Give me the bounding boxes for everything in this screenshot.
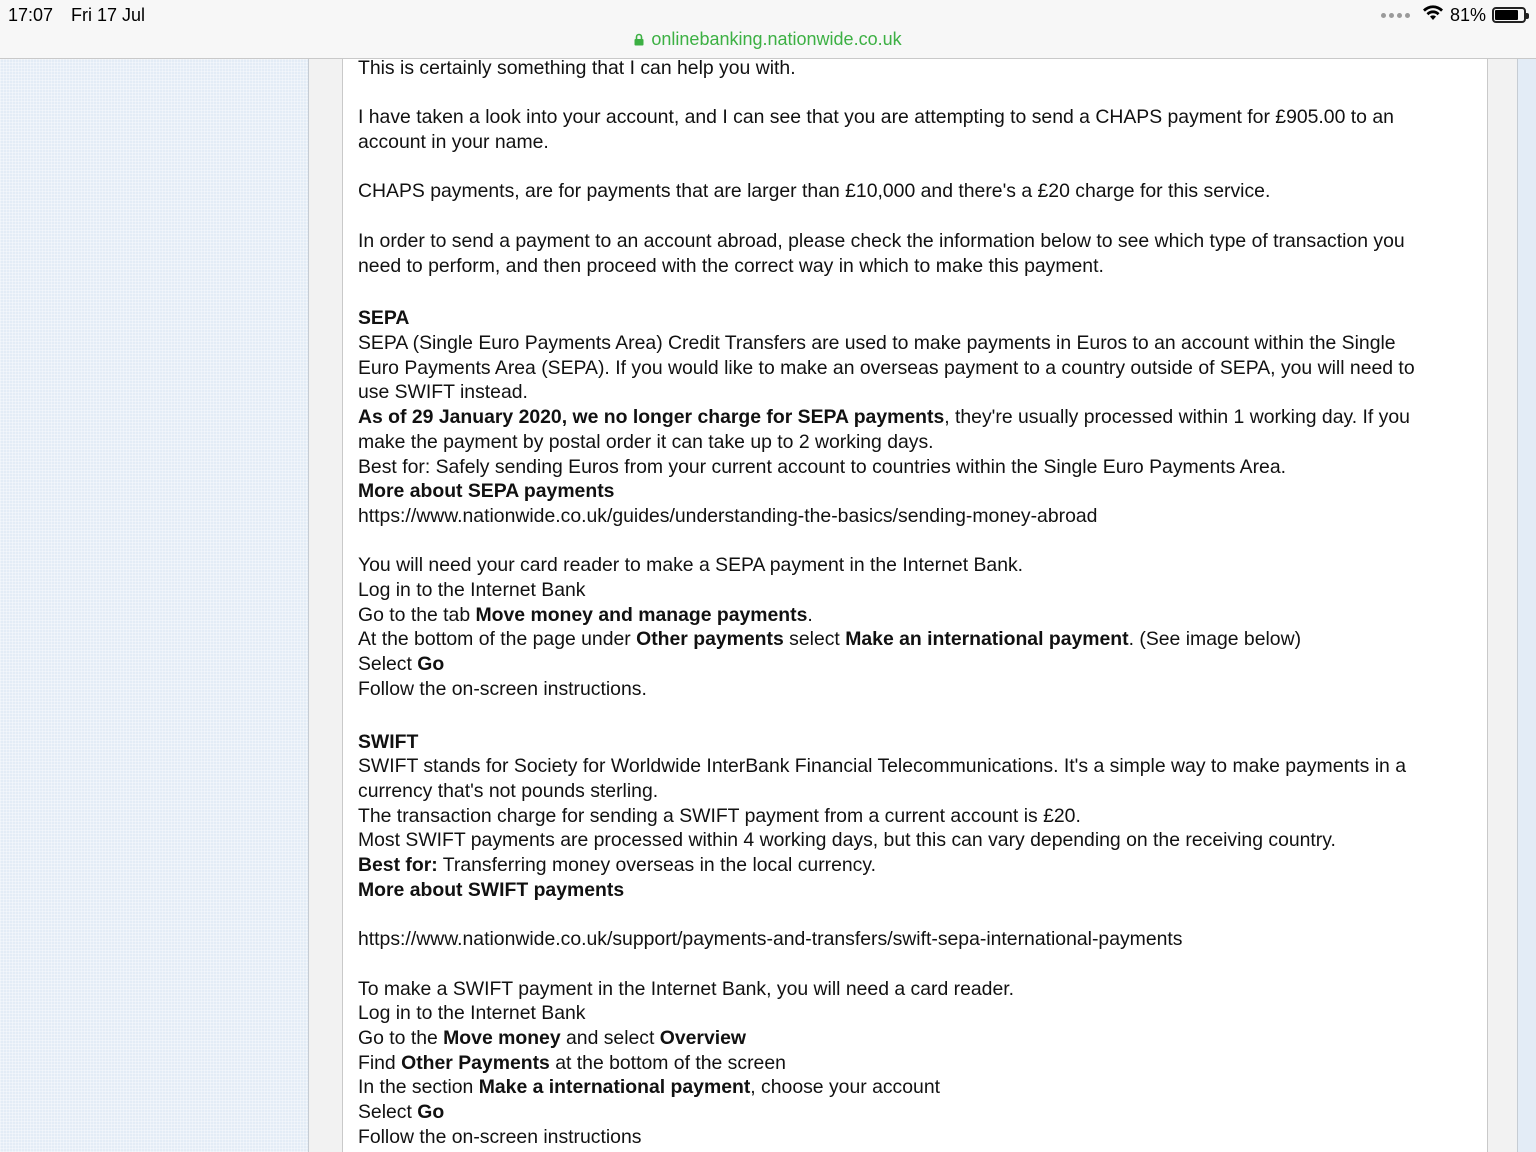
sepa-step-2: Go to the tab Move money and manage payments. (358, 603, 813, 626)
message-body (358, 56, 1473, 1149)
sepa-description: SEPA (Single Euro Payments Area) Credit Transfers are used to make payments in Euros to an account within the Single Euro Payments Area (SEPA). If you would like to make an overseas payment to a country outside of SEPA, you will need to use SWIFT instead. (358, 331, 1415, 404)
swift-step-3: Find Other Payments at the bottom of the screen (358, 1051, 786, 1074)
url-text: onlinebanking.nationwide.co.uk (651, 29, 902, 49)
swift-link[interactable]: https://www.nationwide.co.uk/support/payments-and-transfers/swift-sepa-international-payments (358, 928, 1183, 951)
left-gutter (309, 59, 343, 1152)
swift-step-4: In the section Make a international payment, choose your account (358, 1076, 940, 1099)
cellular-signal-icon (1381, 13, 1410, 18)
swift-processing: Most SWIFT payments are processed within 4 working days, but this can vary depending on the receiving country. (358, 829, 1336, 852)
swift-step-6: Follow the on-screen instructions (358, 1125, 642, 1148)
swift-heading: SWIFT (358, 730, 419, 753)
status-indicators (1381, 4, 1526, 26)
address-bar[interactable] (0, 29, 1536, 51)
sepa-step-1: Log in to the Internet Bank (358, 579, 586, 601)
right-background-panel (1517, 59, 1536, 1152)
sepa-link[interactable]: https://www.nationwide.co.uk/guides/understanding-the-basics/sending-money-abroad (358, 504, 1098, 527)
sepa-heading: SEPA (358, 307, 410, 330)
right-gutter (1487, 59, 1518, 1152)
battery-percent: 81% (1449, 4, 1486, 25)
swift-step-5: Select Go (358, 1101, 445, 1124)
abroad-paragraph: In order to send a payment to an account abroad, please check the information below to see which type of transaction you need to perform, and then proceed with the correct way in which to make this payment. (358, 229, 1405, 277)
swift-card-reader: To make a SWIFT payment in the Internet Bank, you will need a card reader. (358, 977, 1015, 1000)
sepa-step-3: At the bottom of the page under Other payments select Make an international payment. (See image below) (358, 628, 1302, 651)
swift-description: SWIFT stands for Society for Worldwide InterBank Financial Telecommunications. It's a simple way to make payments in a currency that's not pounds sterling. (358, 755, 1406, 802)
sepa-best-for: Best for: Safely sending Euros from your current account to countries within the Single Euro Payments Area. (358, 455, 1286, 478)
swift-charge: The transaction charge for sending a SWIFT payment from a current account is £20. (358, 804, 1081, 827)
swift-best-for: Best for: Transferring money overseas in the local currency. (358, 854, 877, 877)
browser-top-bar (0, 0, 1536, 59)
sepa-step-5: Follow the on-screen instructions. (358, 677, 647, 700)
wifi-icon (1422, 5, 1444, 26)
sepa-step-4: Select Go (358, 653, 445, 676)
swift-step-1: Log in to the Internet Bank (358, 1002, 586, 1025)
intro-text: This is certainly something that I can help you with. (358, 57, 796, 79)
lock-icon (634, 30, 644, 51)
swift-more-about: More about SWIFT payments (358, 878, 625, 901)
sepa-more-about: More about SEPA payments (358, 480, 615, 503)
sepa-card-reader: You will need your card reader to make a SEPA payment in the Internet Bank. (358, 554, 1024, 577)
battery-icon (1492, 7, 1526, 23)
status-time: 17:07 (8, 5, 54, 25)
left-background-panel (0, 59, 309, 1152)
sepa-charge: As of 29 January 2020, we no longer charge for SEPA payments, they're usually processed within 1 working day. If you make the payment by postal order it can take up to 2 working days. (358, 406, 1410, 453)
swift-step-2: Go to the Move money and select Overview (358, 1026, 747, 1049)
chaps-info: CHAPS payments, are for payments that are larger than £10,000 and there's a £20 charge for this service. (358, 180, 1271, 203)
status-date: Fri 17 Jul (71, 5, 146, 25)
chaps-paragraph: I have taken a look into your account, and I can see that you are attempting to send a CHAPS payment for £905.00 to an account in your name. (358, 106, 1394, 154)
